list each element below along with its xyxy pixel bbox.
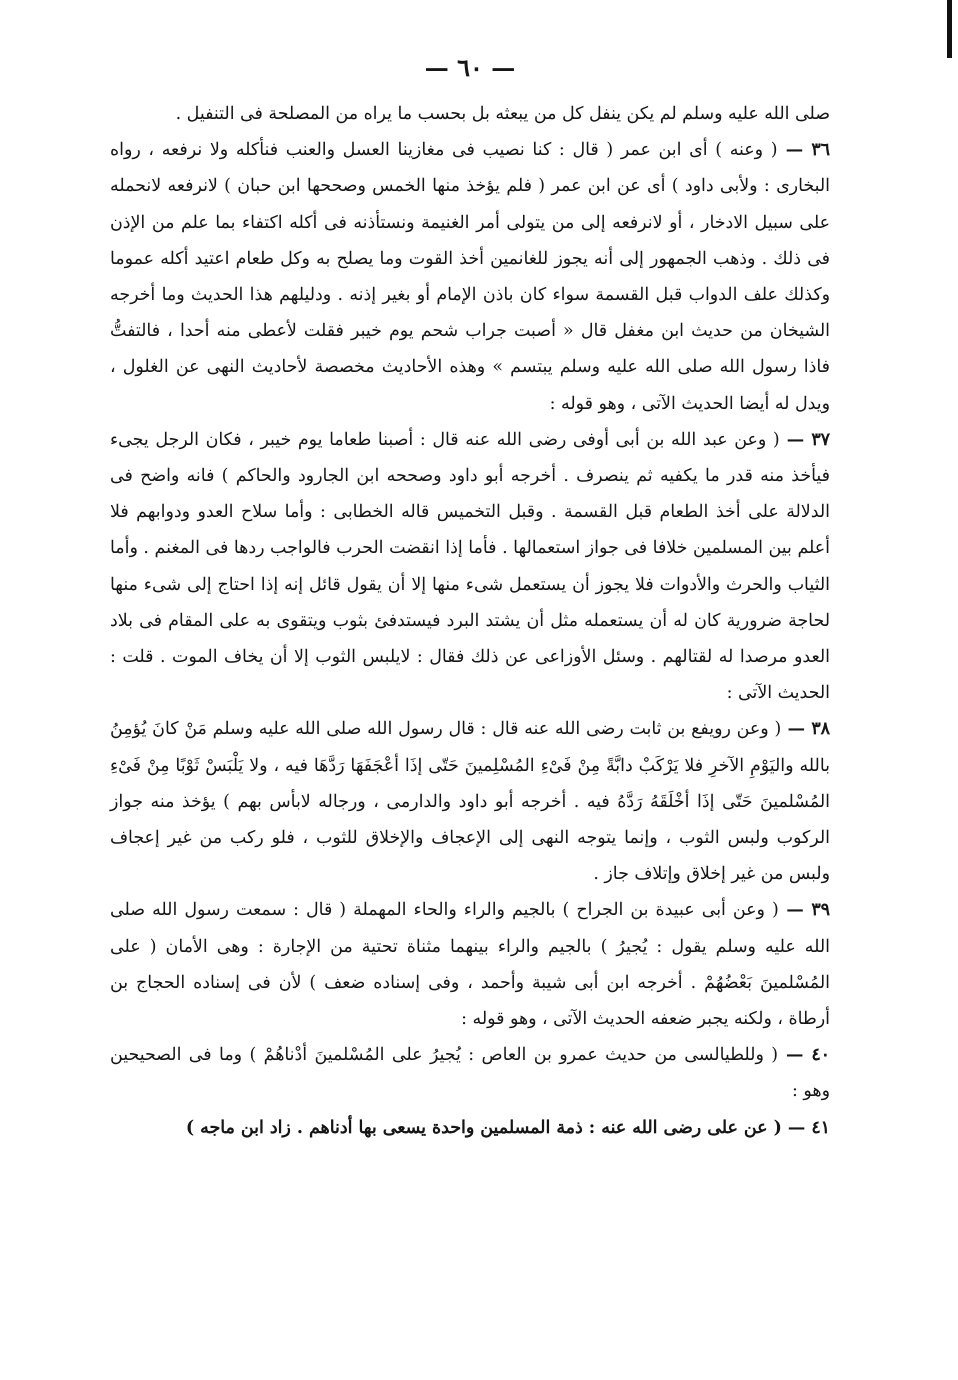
hadith-37 <box>110 422 830 712</box>
paragraph-text: ( عن على رضى الله عنه : ذمة المسلمين واحدة يسعى بها أدناهم . زاد ابن ماجه ) <box>185 1117 782 1138</box>
paragraph-text: صلى الله عليه وسلم لم يكن ينفل كل من يبعثه بل بحسب ما يراه من المصلحة فى التنفيل . <box>175 104 830 124</box>
hadith-41 <box>110 1110 830 1146</box>
hadith-number: ٣٨ — <box>781 719 830 740</box>
hadith-38 <box>110 711 830 892</box>
hadith-number: ٤١ — <box>781 1117 830 1138</box>
paragraph-text: ( وعن رويفع بن ثابت رضى الله عنه قال : قال رسول الله صلى الله عليه وسلم مَنْ كانَ يُؤمِنُ بالله واليَوْمِ الآخرِ فلا يَرْكَبْ دابَّةً مِنْ فَىْءِ المُسْلِمينَ حَتّى إذَا أعْجَفَهَا رَدَّهَا فيه ، ولا يَلْبَسْ ثَوْبًا مِنْ فَىْءِ المُسْلمينَ حَتّى إذَا أخْلَقَهُ رَدَّهُ فيه . أخرجه أبو داود والدارمى ، ورجاله لابأس بهم ) يؤخذ منه جواز الركوب ولبس الثوب ، وإنما يتوجه النهى إلى الإعجاف والإخلاق للثوب ، فلو ركب من غير إعجاف ولبس من غير إخلاق وإتلاف جاز . <box>110 719 830 885</box>
hadith-39 <box>110 892 830 1037</box>
hadith-number: ٤٠ — <box>778 1045 831 1066</box>
paragraph-text: ( وعن عبد الله بن أبى أوفى رضى الله عنه قال : أصبنا طعاما يوم خيبر ، فكان الرجل يجىء فيأخذ منه قدر ما يكفيه ثم ينصرف . أخرجه أبو داود وصححه ابن الجارود والحاكم ) فانه واضح فى الدلالة على أخذ الطعام قبل القسمة . وقبل التخميس قاله الخطابى : وأما سلاح العدو ودوابهم فلا أعلم بين المسلمين خلافا فى جواز استعمالها . فأما إذا انقضت الحرب فالواجب ردها فى المغنم . وأما الثياب والحرث والأدوات فلا يجوز أن يستعمل شىء منها إلا أن يقول قائل إنه إذا احتاج إلى شىء منها لحاجة ضرورية كان له أن يستعمله مثل أن يشتد البرد فيستدفئ بثوب ويتقوى به على المقام فى بلاد العدو مرصدا له لقتالهم . وسئل الأوزاعى عن ذلك فقال : لايلبس الثوب إلا أن يخاف الموت . قلت : الحديث الآتى : <box>110 429 830 704</box>
book-page <box>110 40 830 1360</box>
hadith-40 <box>110 1037 830 1109</box>
hadith-number: ٣٩ — <box>778 900 830 921</box>
paragraph-text: ( وعنه ) أى ابن عمر ( قال : كنا نصيب فى مغازينا العسل والعنب فنأكله ولا نرفعه ، رواه البخارى : ولأبى داود ) أى عن ابن عمر ( فلم يؤخذ منها الخمس وصححها ابن حبان ) لانرفعه لانحمله على سبيل الادخار ، أو لانرفعه إلى من يتولى أمر الغنيمة ونستأذنه فى أكله اكتفاء بما علم من الإذن فى ذلك . وذهب الجمهور إلى أنه يجوز للغانمين أخذ القوت وما يصلح به وكل طعام اعتيد أكله عموما وكذلك علف الدواب قبل القسمة سواء كان باذن الإمام أو بغير إذنه . ودليلهم هذا الحديث وما أخرجه الشيخان من حديث ابن مغفل قال « أصبت جراب شحم يوم خيبر فقلت لأعطى منه أحدا ، فالتفتُّ فاذا رسول الله صلى الله عليه وسلم يبتسم » وهذه الأحاديث مخصصة لأحاديث النهى عن الغلول ، ويدل له أيضا الحديث الآتى ، وهو قوله : <box>110 140 830 414</box>
paragraph-text: ( وعن أبى عبيدة بن الجراح ) بالجيم والراء والحاء المهملة ( قال : سمعت رسول الله صلى الله عليه وسلم يقول : يُجيرُ ) بالجيم والراء بينهما مثناة تحتية من الإجارة : وهى الأمان ( على المُسْلمينَ بَعْضُهُمْ . أخرجه ابن أبى شيبة وأحمد ، وفى إسناده ضعف ) لأن فى إسناده الحجاج بن أرطاة ، ولكنه يجبر ضعفه الحديث الآتى ، وهو قوله : <box>110 900 830 1030</box>
hadith-number: ٣٦ — <box>777 140 831 161</box>
hadith-number: ٣٧ — <box>779 429 830 450</box>
paragraph-continuation <box>110 96 830 132</box>
paragraph-text: ( وللطيالسى من حديث عمرو بن العاص : يُجيرُ على المُسْلمينَ أدْناهُمْ ) وما فى الصحيحين وهو : <box>110 1045 830 1102</box>
hadith-36 <box>110 132 830 422</box>
page-edge-line <box>947 0 952 58</box>
page-number: — ٦٠ — <box>424 53 516 82</box>
